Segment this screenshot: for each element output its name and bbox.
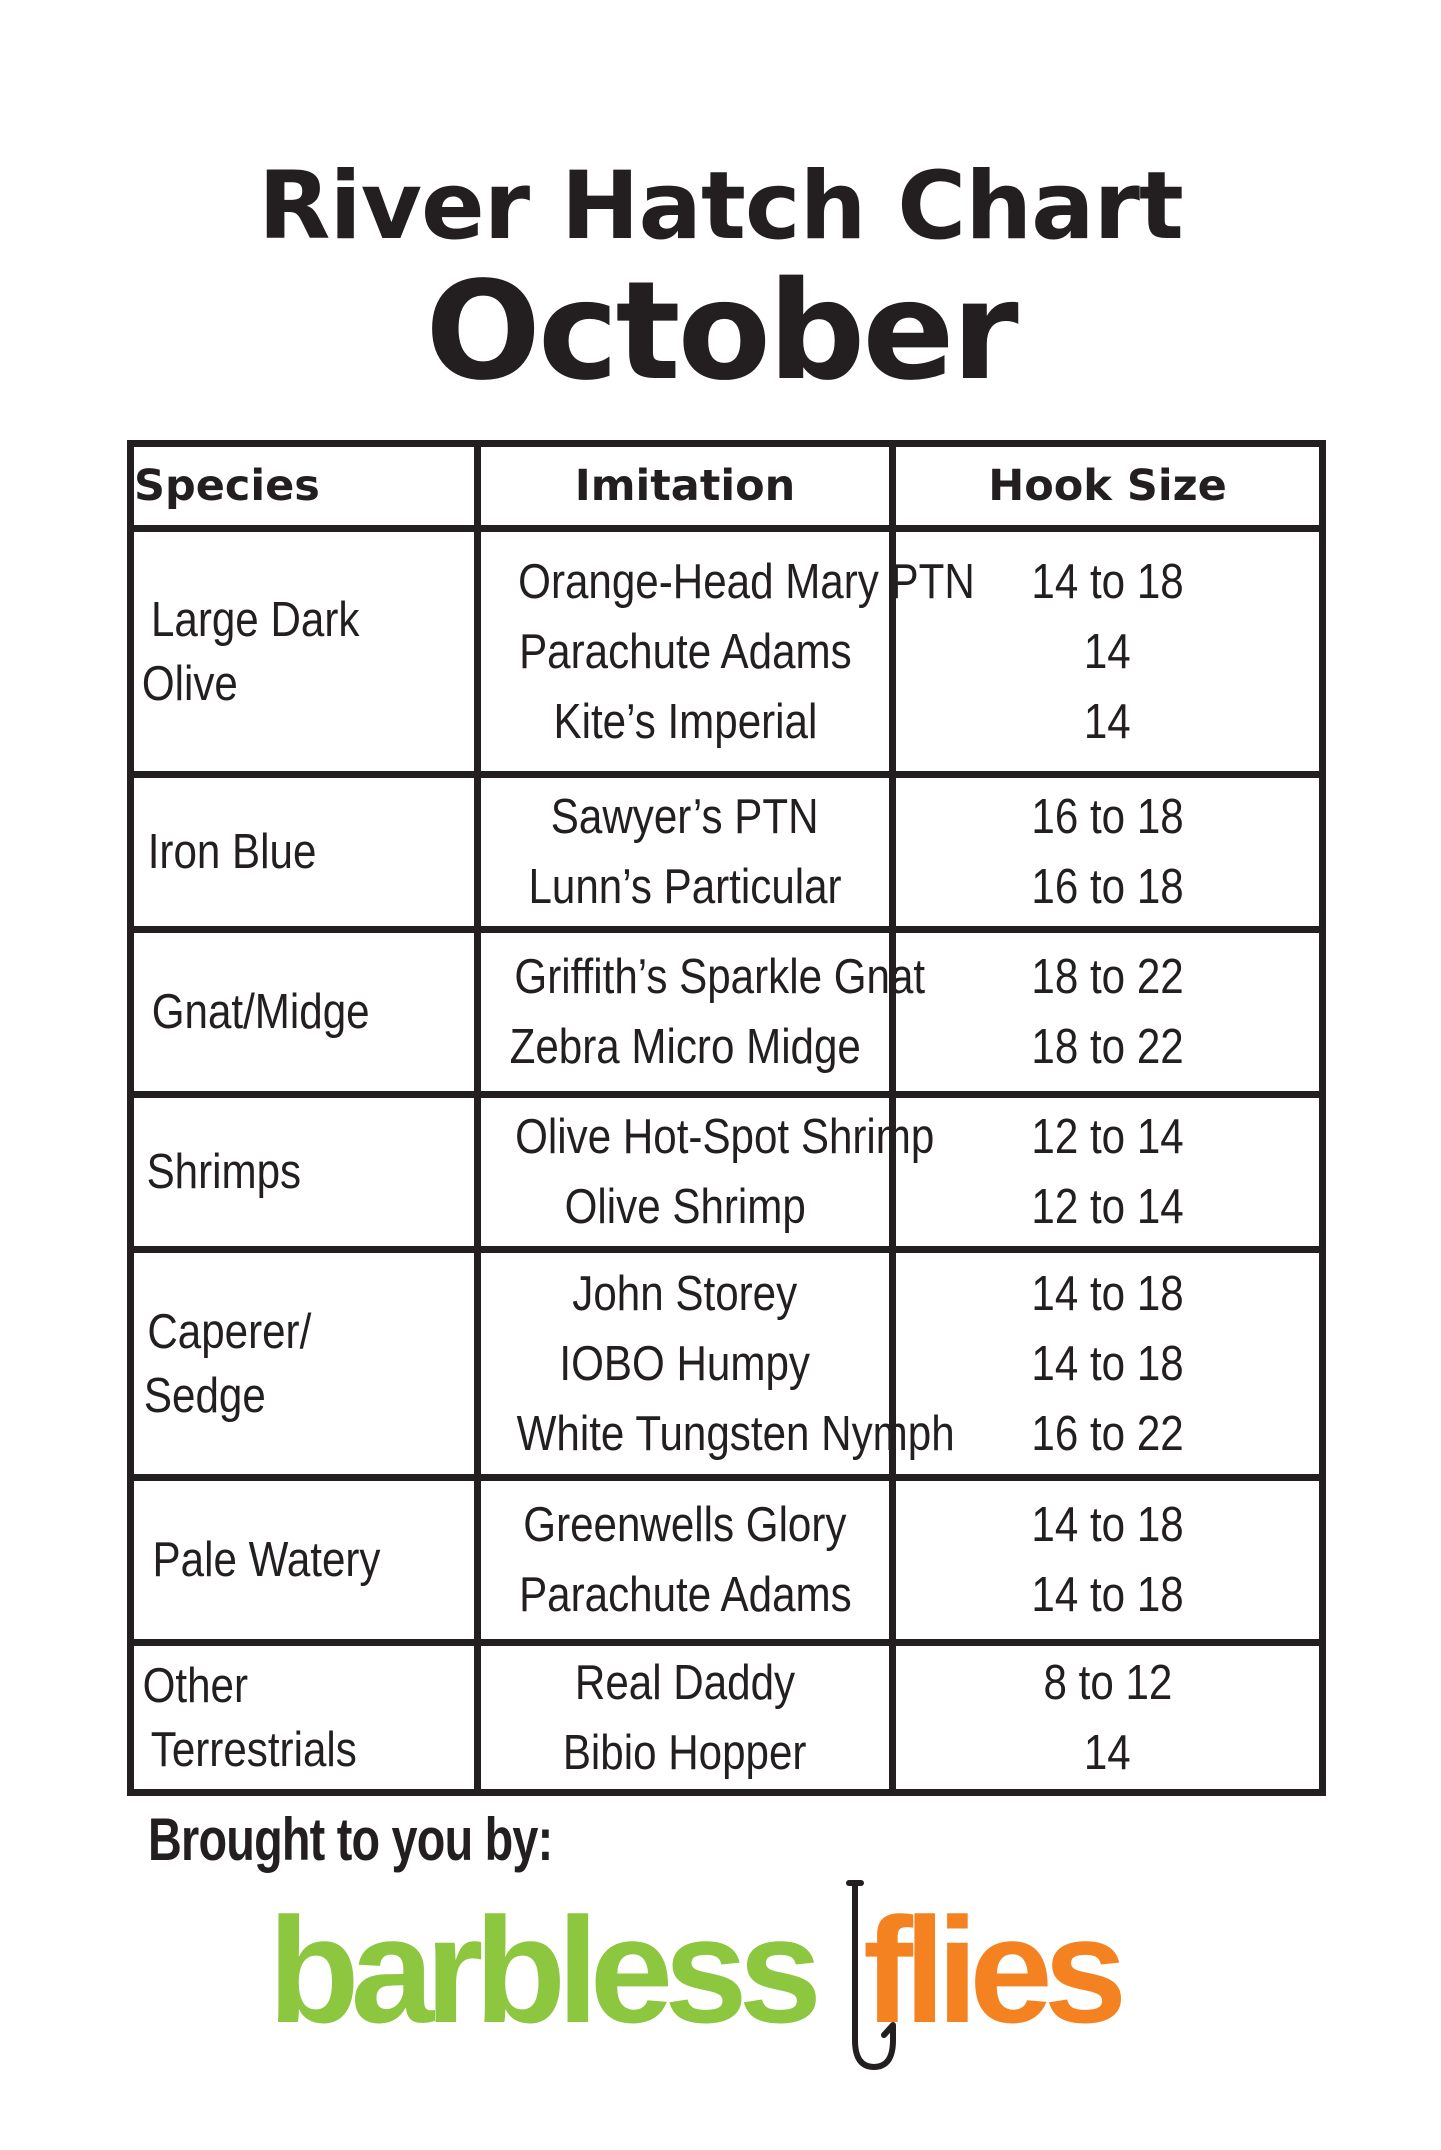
- imitation-label: John Storey: [572, 1266, 798, 1321]
- imitation-cell: [478, 775, 893, 930]
- hook-size-cell: [893, 1250, 1323, 1478]
- hook-size-value: 16 to 18: [1031, 860, 1184, 914]
- hook-size-cell: [893, 775, 1323, 930]
- imitation-label: Lunn’s Particular: [528, 860, 842, 914]
- hook-size-cell: [893, 1478, 1323, 1643]
- hook-size-value: 14: [1084, 624, 1131, 679]
- column-header-imitation: Imitation: [478, 444, 893, 529]
- hatch-table: [127, 440, 1326, 1796]
- table-row: [131, 1095, 1323, 1250]
- imitation-label: Olive Shrimp: [564, 1180, 806, 1234]
- barbless-flies-logo: [268, 1875, 1188, 2090]
- species-label: Shrimps: [146, 1145, 302, 1199]
- species-label: Olive: [141, 656, 238, 711]
- month-title: October: [425, 253, 1016, 411]
- hook-size-value: 14: [1084, 694, 1131, 749]
- table-row: [131, 1643, 1323, 1793]
- imitation-cell: [478, 1095, 935, 1250]
- hook-size-value: 12 to 14: [1031, 1110, 1184, 1164]
- imitation-label: Zebra Micro Midge: [509, 1020, 861, 1074]
- species-cell: [131, 1478, 478, 1643]
- hook-size-value: 14 to 18: [1031, 1498, 1184, 1552]
- hook-size-value: 18 to 22: [1031, 950, 1184, 1004]
- imitation-label: Sawyer’s PTN: [551, 790, 819, 844]
- species-label: Iron Blue: [147, 825, 317, 879]
- hook-size-value: 14 to 18: [1031, 554, 1184, 609]
- table-row: [131, 1478, 1323, 1643]
- species-cell: [131, 775, 478, 930]
- hook-size-value: 16 to 18: [1031, 790, 1184, 844]
- species-label: Pale Watery: [152, 1533, 381, 1587]
- chart-title: River Hatch Chart: [258, 152, 1183, 261]
- imitation-cell: [478, 1643, 893, 1793]
- brought-to-you-by: Brought to you by:: [148, 1806, 553, 1873]
- hook-size-value: 14 to 18: [1031, 1568, 1184, 1622]
- table-row: [131, 930, 1323, 1095]
- hook-size-value: 12 to 14: [1031, 1180, 1184, 1234]
- hook-size-cell: [893, 930, 1323, 1095]
- species-cell: [131, 529, 478, 775]
- species-label: Large Dark: [150, 592, 360, 647]
- species-cell: [131, 1250, 478, 1478]
- table-header-row: [131, 444, 1323, 529]
- imitation-cell: [478, 930, 926, 1095]
- species-label: Caperer/: [147, 1304, 312, 1359]
- column-header-hook-size: Hook Size: [893, 444, 1323, 529]
- hook-size-value: 14 to 18: [1031, 1266, 1184, 1321]
- logo-word-flies: flies: [863, 1886, 1119, 2054]
- hook-size-value: 14 to 18: [1031, 1336, 1184, 1391]
- logo-word-barbless: barbless: [268, 1886, 813, 2054]
- table-row: [131, 775, 1323, 930]
- hook-size-cell: [893, 1643, 1323, 1793]
- species-label: Other: [142, 1658, 248, 1713]
- table-row: [131, 529, 1323, 775]
- imitation-label: Griffith’s Sparkle Gnat: [514, 950, 926, 1004]
- species-cell: [131, 1643, 478, 1793]
- imitation-label: Bibio Hopper: [563, 1725, 807, 1780]
- species-label: Terrestrials: [150, 1722, 357, 1777]
- imitation-label: Orange-Head Mary PTN: [518, 554, 975, 609]
- hook-size-cell: [893, 1095, 1323, 1250]
- species-cell: [131, 1095, 478, 1250]
- imitation-label: White Tungsten Nymph: [516, 1406, 955, 1461]
- imitation-label: IOBO Humpy: [559, 1336, 811, 1391]
- column-header-species: Species: [131, 444, 478, 529]
- hook-size-value: 18 to 22: [1031, 1020, 1184, 1074]
- species-label: Sedge: [143, 1368, 266, 1423]
- imitation-label: Real Daddy: [574, 1655, 796, 1710]
- species-label: Gnat/Midge: [151, 985, 370, 1039]
- imitation-cell: [478, 1250, 955, 1478]
- hook-size-value: 16 to 22: [1031, 1406, 1184, 1461]
- imitation-label: Parachute Adams: [518, 624, 852, 679]
- imitation-cell: [478, 1478, 893, 1643]
- species-cell: [131, 930, 478, 1095]
- hook-size-value: 8 to 12: [1043, 1655, 1172, 1710]
- hook-size-value: 14: [1084, 1725, 1131, 1780]
- imitation-label: Kite’s Imperial: [553, 694, 817, 749]
- imitation-label: Olive Hot-Spot Shrimp: [515, 1110, 935, 1164]
- imitation-cell: [478, 529, 975, 775]
- table-row: [131, 1250, 1323, 1478]
- imitation-label: Parachute Adams: [518, 1568, 852, 1622]
- imitation-label: Greenwells Glory: [523, 1498, 847, 1552]
